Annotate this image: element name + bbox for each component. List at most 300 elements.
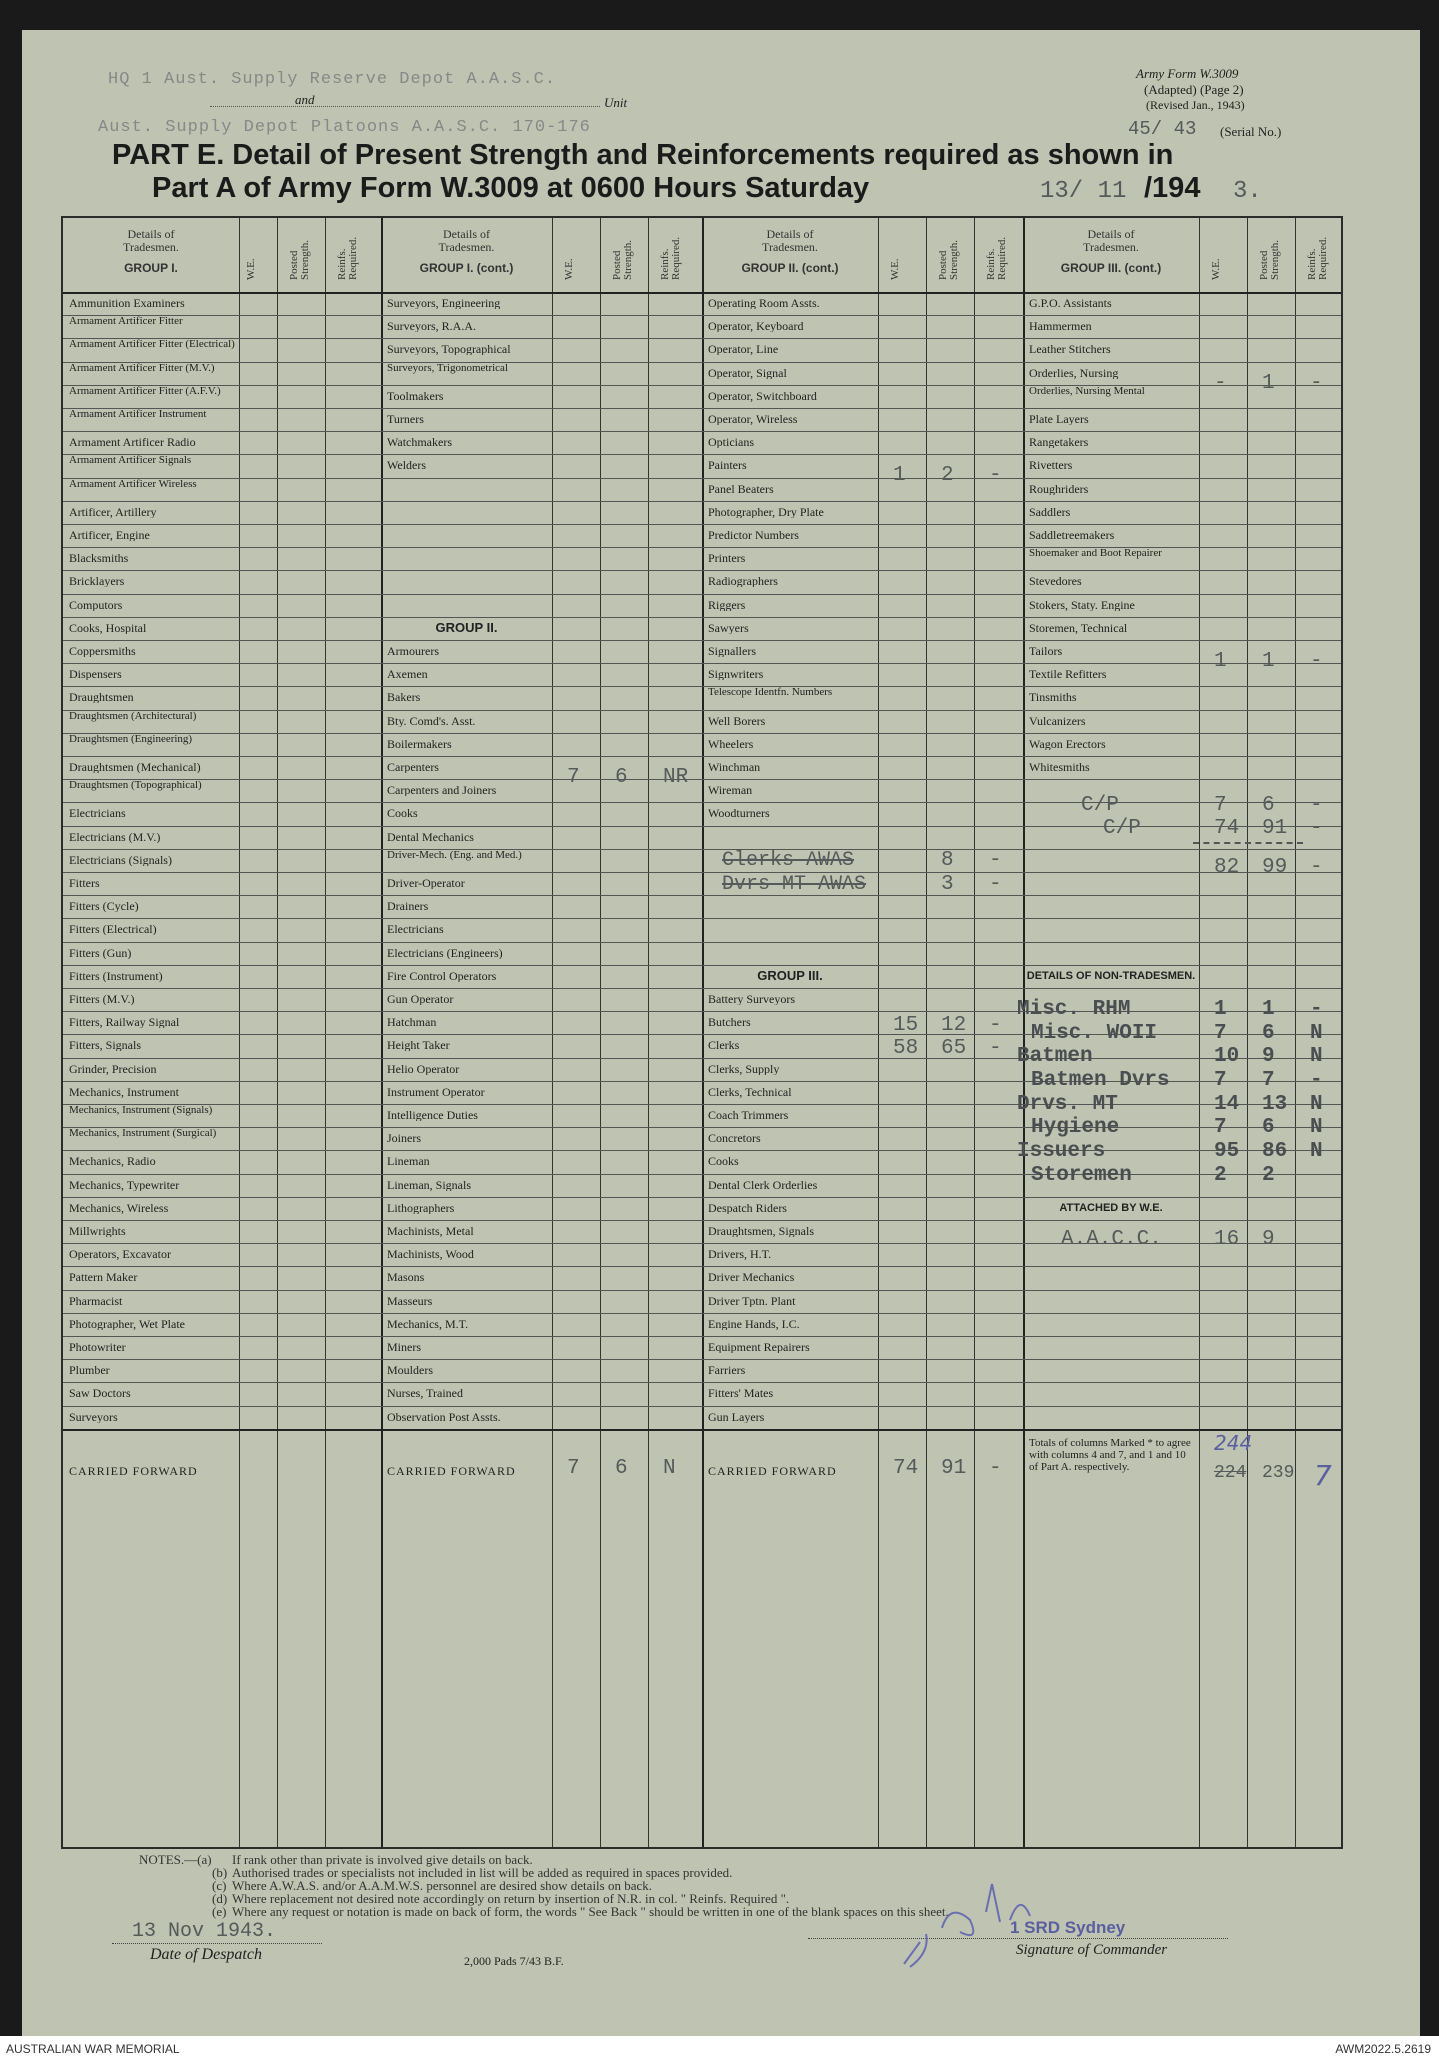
trade-label: Driver Tptn. Plant (708, 1295, 796, 1307)
dvrs-awas: Dvrs MT AWAS (722, 872, 867, 896)
group-heading: GROUP I. (cont.) (419, 261, 514, 275)
tailors-values: - (1310, 649, 1323, 673)
total-reinfs: 7 (1314, 1458, 1332, 1492)
note-c: Where A.W.A.S. and/or A.A.M.W.S. personnel are desired show details on back. (232, 1878, 653, 1893)
trade-label: Draughtsmen, Signals (708, 1226, 814, 1237)
trade-label: Rangetakers (1029, 437, 1089, 449)
trade-label: Hammermen (1029, 321, 1092, 333)
column-rule (1023, 218, 1025, 1847)
row-rule (63, 988, 1341, 989)
row-rule (63, 1104, 1341, 1105)
cp2-values: - (1310, 816, 1323, 840)
trade-label: Photowriter (69, 1342, 126, 1353)
trade-label: Plumber (69, 1365, 110, 1377)
trade-label: Blacksmiths (69, 553, 129, 565)
carried-c3-value: 91 (941, 1456, 967, 1480)
row-rule (63, 686, 1341, 687)
notes-heading: NOTES.—(a) (139, 1852, 212, 1867)
nontrade-value: 2 (1214, 1163, 1227, 1187)
dvrs-awas-reinf: - (989, 872, 1002, 896)
note-e: Where any request or notation is made on back of form, the words " See Back " should be written in one of the blank spaces on this sheet. (232, 1904, 949, 1919)
trade-label: Armourers (387, 646, 439, 657)
column-header-details (381, 228, 552, 275)
trade-label: Storemen, Technical (1029, 622, 1128, 634)
row-rule (63, 478, 1341, 479)
trade-label: Armament Artificer Fitter (Electrical) (69, 339, 235, 351)
column-header-rotated: Reinfs. Required. (1306, 236, 1329, 280)
trade-label: Pharmacist (69, 1295, 123, 1307)
row-rule (63, 733, 1341, 734)
row-rule (63, 756, 1341, 757)
trade-label: Radiographers (708, 576, 778, 588)
row-rule (63, 802, 1341, 803)
row-rule (63, 1127, 1341, 1128)
trade-label: Driver-Operator (387, 878, 465, 889)
nontrade-value: N (1310, 1116, 1323, 1140)
trade-label: Pattern Maker (69, 1272, 138, 1284)
trade-label: Helio Operator (387, 1063, 460, 1075)
nontrade-value: 86 (1262, 1139, 1288, 1163)
trade-label: Nurses, Trained (387, 1388, 464, 1400)
trade-label: Clerks (708, 1040, 740, 1052)
trade-label: Watchmakers (387, 437, 453, 449)
note-a: If rank other than private is involved give details on back. (232, 1852, 533, 1867)
trade-label: Turners (387, 414, 424, 425)
carried-c3-value: 74 (893, 1456, 919, 1480)
trade-label: Mechanics, Instrument (Signals) (69, 1105, 213, 1116)
row-rule (63, 362, 1341, 363)
trade-label: Plate Layers (1029, 414, 1089, 425)
row-rule (63, 1197, 1341, 1198)
trade-label: Fire Control Operators (387, 970, 497, 982)
trade-label: Operators, Excavator (69, 1249, 171, 1261)
trade-label: Gun Layers (708, 1411, 765, 1423)
trade-label: Predictor Numbers (708, 530, 799, 541)
trade-label: Grinder, Precision (69, 1063, 157, 1075)
note-b: Authorised trades or specialists not included in list will be added as required in spaces provided. (232, 1865, 733, 1880)
row-rule (63, 1011, 1341, 1012)
trade-label: Coach Trimmers (708, 1110, 789, 1121)
trade-label: Sawyers (708, 622, 749, 634)
row-rule (63, 570, 1341, 571)
trade-label: Textile Refitters (1029, 669, 1107, 681)
row-rule (63, 1382, 1341, 1383)
nontrade-value: - (1310, 997, 1323, 1021)
column-header-rotated: W.E. (245, 258, 257, 280)
nontrade-value: 2 (1262, 1163, 1275, 1187)
group-heading: GROUP I. (124, 261, 178, 275)
nontrade-label: Batmen (1017, 1045, 1093, 1069)
print-reference: 2,000 Pads 7/43 B.F. (464, 1954, 564, 1968)
row-rule (63, 965, 1341, 966)
clerks-awas-value: 8 (941, 849, 954, 873)
trade-label: Miners (387, 1342, 421, 1353)
trade-label: Signallers (708, 646, 756, 657)
trade-label: Wheelers (708, 738, 754, 750)
nontrade-value: N (1310, 1045, 1323, 1069)
trade-label: Equipment Repairers (708, 1342, 810, 1353)
year-printed: /194 (1144, 172, 1201, 204)
aacc-posted: 9 (1262, 1227, 1275, 1251)
column-header-details (1023, 228, 1199, 275)
row-rule (63, 408, 1341, 409)
header-rule (63, 292, 1341, 294)
signature-label: Signature of Commander (1016, 1942, 1168, 1958)
orderlies-values: - (1310, 371, 1323, 395)
row-rule (63, 454, 1341, 455)
column-header-rotated: Reinfs. Required. (659, 236, 682, 280)
nontrade-value: N (1310, 1092, 1323, 1116)
details-label: Details of Tradesmen. (438, 227, 495, 254)
carpenters-values: NR (663, 765, 689, 789)
trade-label: Draughtsmen (69, 692, 134, 704)
trade-label: Saw Doctors (69, 1388, 131, 1400)
row-rule (63, 872, 1341, 873)
trade-label: Well Borers (708, 715, 766, 727)
painters-values: 2 (941, 464, 954, 488)
signature-scribble (890, 1872, 1150, 1982)
trade-label: Fitters' Mates (708, 1388, 774, 1400)
typed-unit-line-1: HQ 1 Aust. Supply Reserve Depot A.A.S.C. (108, 70, 557, 89)
trade-label: Fitters (M.V.) (69, 994, 135, 1005)
trade-label: Wireman (708, 785, 753, 797)
trade-label: Mechanics, Instrument (69, 1086, 179, 1098)
trade-label: Bakers (387, 692, 421, 704)
trade-label: Axemen (387, 669, 428, 681)
trade-label: Clerks, Technical (708, 1086, 792, 1098)
trade-label: Butchers (708, 1017, 751, 1029)
cp-total-values: 99 (1262, 856, 1288, 880)
trade-label: Vulcanizers (1029, 715, 1086, 727)
typed-unit-line-2: Aust. Supply Depot Platoons A.A.S.C. 170-176 (98, 118, 591, 137)
date-typed: 13/ 11 (1040, 178, 1127, 205)
nontrade-value: 95 (1214, 1139, 1240, 1163)
trade-label: Lithographers (387, 1202, 455, 1214)
nontrade-value: 1 (1262, 997, 1275, 1021)
row-rule (63, 779, 1341, 780)
trade-label: Computors (69, 599, 123, 611)
trade-label: Boilermakers (387, 738, 452, 750)
trade-label: Electricians (69, 808, 126, 820)
group-heading: GROUP II. (cont.) (741, 261, 839, 275)
row-rule (63, 895, 1341, 896)
column-rule (239, 218, 240, 1847)
row-rule (63, 617, 1341, 618)
row-rule (63, 942, 1341, 943)
carried-rule (63, 1429, 1341, 1431)
trade-label: Moulders (387, 1365, 433, 1377)
tailors-values: 1 (1262, 649, 1275, 673)
trade-label: Fitters, Railway Signal (69, 1017, 180, 1029)
column-rule (1199, 218, 1200, 1847)
trade-label: Draughtsmen (Mechanical) (69, 762, 201, 773)
trade-label: Operator, Wireless (708, 414, 798, 425)
trade-label: Riggers (708, 599, 746, 611)
trade-label: Fitters, Signals (69, 1040, 142, 1052)
trade-label: Carpenters (387, 762, 439, 773)
title-line-1: PART E. Detail of Present Strength and Reinforcements required as shown in (112, 139, 1174, 171)
title-line-2: Part A of Army Form W.3009 at 0600 Hours Saturday (152, 172, 870, 204)
section-heading: DETAILS OF NON-TRADESMEN. (1026, 969, 1196, 982)
column-header-rotated: Reinfs. Required. (985, 236, 1008, 280)
archive-id: AWM2022.5.2619 (1335, 2042, 1431, 2056)
trade-label: Intelligence Duties (387, 1110, 478, 1121)
nontrade-value: - (1310, 1068, 1323, 1092)
trade-label: Electricians (M.V.) (69, 831, 161, 843)
trade-label: Fitters (69, 878, 100, 889)
aacc-label: A.A.C.C. (1061, 1227, 1162, 1251)
cp1-values: - (1310, 793, 1323, 817)
group-heading: GROUP III. (cont.) (1060, 261, 1162, 275)
trade-label: Bty. Comd's. Asst. (387, 715, 476, 727)
trade-label: Roughriders (1029, 483, 1089, 495)
form-number: Army Form W.3009 (1136, 66, 1239, 81)
column-rule (552, 218, 553, 1847)
clerks-values: 58 (893, 1037, 919, 1061)
cp-total-values: 82 (1214, 856, 1240, 880)
section-heading: GROUP III. (757, 967, 823, 983)
column-rule (926, 218, 927, 1847)
trade-label: Armament Artificer Fitter (A.F.V.) (69, 385, 221, 397)
nontrade-value: 6 (1262, 1021, 1275, 1045)
nontrade-label: Misc. WOII (1031, 1021, 1158, 1045)
row-rule (63, 431, 1341, 432)
serial-value: 45/ 43 (1128, 118, 1197, 140)
carpenters-values: 6 (615, 765, 628, 789)
trade-label: Stevedores (1029, 576, 1082, 588)
trade-label: Surveyors, Trigonometrical (387, 362, 508, 374)
column-header-rotated: Posted Strength. (937, 239, 960, 280)
trade-label: Electricians (Engineers) (387, 947, 503, 959)
column-header-details (63, 228, 239, 275)
tailors-values: 1 (1214, 649, 1227, 673)
trade-label: Panel Beaters (708, 483, 774, 495)
trade-label: Fitters (Gun) (69, 947, 132, 959)
trade-label: Lineman (387, 1156, 430, 1168)
trade-label: Orderlies, Nursing Mental (1029, 385, 1145, 397)
butchers-values: 15 (893, 1014, 919, 1038)
trade-label: Saddletreemakers (1029, 530, 1115, 541)
trade-label: Millwrights (69, 1226, 126, 1237)
trade-label: Toolmakers (387, 390, 444, 402)
aacc-we: 16 (1214, 1227, 1240, 1251)
trade-label: Gun Operator (387, 994, 454, 1005)
details-label: Details of Tradesmen. (762, 227, 818, 254)
trade-label: Opticians (708, 437, 754, 449)
row-rule (63, 640, 1341, 641)
trade-label: Photographer, Dry Plate (708, 506, 824, 518)
trade-label: Hatchman (387, 1017, 437, 1029)
trade-label: Masseurs (387, 1295, 433, 1307)
carried-c3-value: - (989, 1456, 1002, 1480)
trade-label: Operator, Line (708, 344, 779, 356)
row-rule (63, 315, 1341, 316)
total-we-struck: 224 (1214, 1462, 1247, 1483)
trade-label: Fitters (Instrument) (69, 970, 163, 982)
row-rule (63, 663, 1341, 664)
trade-label: Fitters (Cycle) (69, 901, 139, 913)
clerks-awas-reinf: - (989, 849, 1002, 873)
row-rule (63, 501, 1341, 502)
note-d: Where replacement not desired note accordingly on return by insertion of N.R. in col. " Reinfs. Required ". (232, 1891, 790, 1906)
trade-label: Electricians (387, 924, 444, 936)
trade-label: Artificer, Artillery (69, 506, 157, 518)
details-label: Details of Tradesmen. (1083, 227, 1139, 254)
serial-label: (Serial No.) (1220, 124, 1282, 139)
unit-label: Unit (604, 95, 628, 110)
trade-label: Operator, Signal (708, 367, 787, 379)
trade-label: Machinists, Metal (387, 1226, 474, 1237)
row-rule (63, 1174, 1341, 1175)
column-header-rotated: W.E. (1210, 258, 1222, 280)
trade-label: Operator, Switchboard (708, 390, 817, 402)
trade-label: Rivetters (1029, 460, 1073, 472)
row-rule (63, 524, 1341, 525)
column-rule (600, 218, 601, 1847)
column-rule (702, 218, 704, 1847)
nontrade-value: 13 (1262, 1092, 1288, 1116)
carried-c2-value: N (663, 1456, 676, 1480)
carried-forward-label: CARRIED FORWARD (69, 1464, 198, 1477)
carried-forward-label: CARRIED FORWARD (387, 1464, 516, 1477)
nontrade-value: 10 (1214, 1045, 1240, 1069)
details-label: Details of Tradesmen. (123, 227, 179, 254)
cp2-values: 91 (1262, 816, 1288, 840)
trade-label: Farriers (708, 1365, 746, 1377)
total-posted: 239 (1262, 1462, 1295, 1483)
trade-label: Masons (387, 1272, 425, 1284)
trade-label: Telescope Identfn. Numbers (708, 687, 833, 699)
trade-label: Drainers (387, 901, 429, 913)
trade-label: Observation Post Assts. (387, 1411, 501, 1423)
trade-label: Despatch Riders (708, 1202, 787, 1214)
nontrade-label: Batmen Dvrs (1031, 1068, 1170, 1092)
nontrade-value: 6 (1262, 1116, 1275, 1140)
trade-label: Whitesmiths (1029, 762, 1090, 773)
column-rule (381, 218, 383, 1847)
cp-total-values: - (1310, 856, 1323, 880)
trade-label: G.P.O. Assistants (1029, 298, 1112, 309)
column-rule (325, 218, 326, 1847)
cp-label: C/P (1081, 793, 1119, 817)
trade-label: Machinists, Wood (387, 1249, 474, 1261)
trade-label: Armament Artificer Signals (69, 455, 192, 467)
trade-label: Drivers, H.T. (708, 1249, 772, 1261)
trade-label: Clerks, Supply (708, 1063, 780, 1075)
carpenters-values: 7 (567, 765, 580, 789)
despatch-label: Date of Despatch (150, 1946, 262, 1963)
trade-label: Electricians (Signals) (69, 854, 172, 866)
trade-label: Lineman, Signals (387, 1179, 471, 1191)
column-header-rotated: W.E. (563, 258, 575, 280)
trade-label: Fitters (Electrical) (69, 924, 157, 936)
row-rule (63, 338, 1341, 339)
nontrade-label: Issuers (1017, 1139, 1106, 1163)
nontrade-value: 7 (1214, 1068, 1227, 1092)
trade-label: Armament Artificer Wireless (69, 478, 197, 490)
trade-label: Woodturners (708, 808, 770, 820)
despatch-date-typed: 13 Nov 1943. (132, 1920, 277, 1943)
trade-label: Engine Hands, I.C. (708, 1318, 800, 1330)
trade-label: Cooks, Hospital (69, 622, 147, 634)
trade-label: Leather Stitchers (1029, 344, 1111, 356)
row-rule (63, 1220, 1341, 1221)
trade-label: Mechanics, M.T. (387, 1318, 469, 1330)
row-rule (63, 1266, 1341, 1267)
archive-name: AUSTRALIAN WAR MEMORIAL (6, 2042, 180, 2056)
orderlies-values: - (1214, 371, 1227, 395)
butchers-values: - (989, 1014, 1002, 1038)
nontrade-value: 7 (1214, 1116, 1227, 1140)
trade-label: Mechanics, Typewriter (69, 1179, 180, 1191)
section-heading: GROUP II. (435, 619, 498, 635)
carried-forward-label: CARRIED FORWARD (708, 1464, 837, 1477)
column-header-rotated: W.E. (889, 258, 901, 280)
unit-dotted-line (210, 106, 600, 107)
column-rule (1247, 218, 1248, 1847)
year-typed: 3. (1233, 178, 1262, 205)
trade-label: Surveyors (69, 1411, 118, 1423)
trade-label: Ammunition Examiners (69, 298, 185, 309)
trade-label: Operating Room Assts. (708, 298, 820, 309)
trade-label: Draughtsmen (Architectural) (69, 710, 197, 722)
trade-label: Armament Artificer Instrument (69, 409, 207, 420)
trade-label: Signwriters (708, 669, 764, 681)
trade-label: Draughtsmen (Topographical) (69, 780, 202, 792)
trade-label: Armament Artificer Fitter (69, 316, 183, 328)
column-rule (648, 218, 649, 1847)
trade-label: Printers (708, 553, 746, 565)
trade-label: Bricklayers (69, 576, 125, 588)
clerks-awas: Clerks AWAS (722, 849, 855, 873)
trade-label: Draughtsmen (Engineering) (69, 733, 193, 745)
trade-label: Artificer, Engine (69, 530, 150, 541)
row-rule (63, 918, 1341, 919)
nontrade-value: 1 (1214, 997, 1227, 1021)
archive-strip (0, 2036, 1439, 2061)
and-label: and (295, 92, 315, 107)
column-header-rotated: Posted Strength. (611, 239, 634, 280)
painters-values: 1 (893, 464, 906, 488)
section-heading: ATTACHED BY W.E. (1059, 1201, 1163, 1214)
column-header-details (702, 228, 878, 275)
painters-values: - (989, 464, 1002, 488)
row-rule (63, 1336, 1341, 1337)
trade-label: Concretors (708, 1133, 761, 1145)
trade-label: Photographer, Wet Plate (69, 1318, 185, 1330)
trade-label: Joiners (387, 1133, 421, 1145)
column-header-rotated: Reinfs. Required. (336, 236, 359, 280)
total-we-handwritten: 244 (1214, 1430, 1253, 1455)
nontrade-label: Drvs. MT (1017, 1092, 1118, 1116)
row-rule (63, 1313, 1341, 1314)
row-rule (63, 849, 1341, 850)
trade-label: Driver-Mech. (Eng. and Med.) (387, 849, 522, 861)
cp-label: C/P (1103, 816, 1141, 840)
nontrade-label: Storemen (1031, 1163, 1132, 1187)
form-revised: (Revised Jan., 1943) (1146, 98, 1245, 112)
clerks-values: 65 (941, 1037, 967, 1061)
trade-label: Saddlers (1029, 506, 1071, 518)
trade-label: Driver Mechanics (708, 1272, 795, 1284)
nontrade-label: Hygiene (1031, 1116, 1120, 1140)
column-rule (974, 218, 975, 1847)
trade-label: Cooks (387, 808, 418, 820)
column-rule (277, 218, 278, 1847)
nontrade-value: 14 (1214, 1092, 1240, 1116)
row-rule (63, 826, 1341, 827)
trade-label: Welders (387, 460, 427, 472)
